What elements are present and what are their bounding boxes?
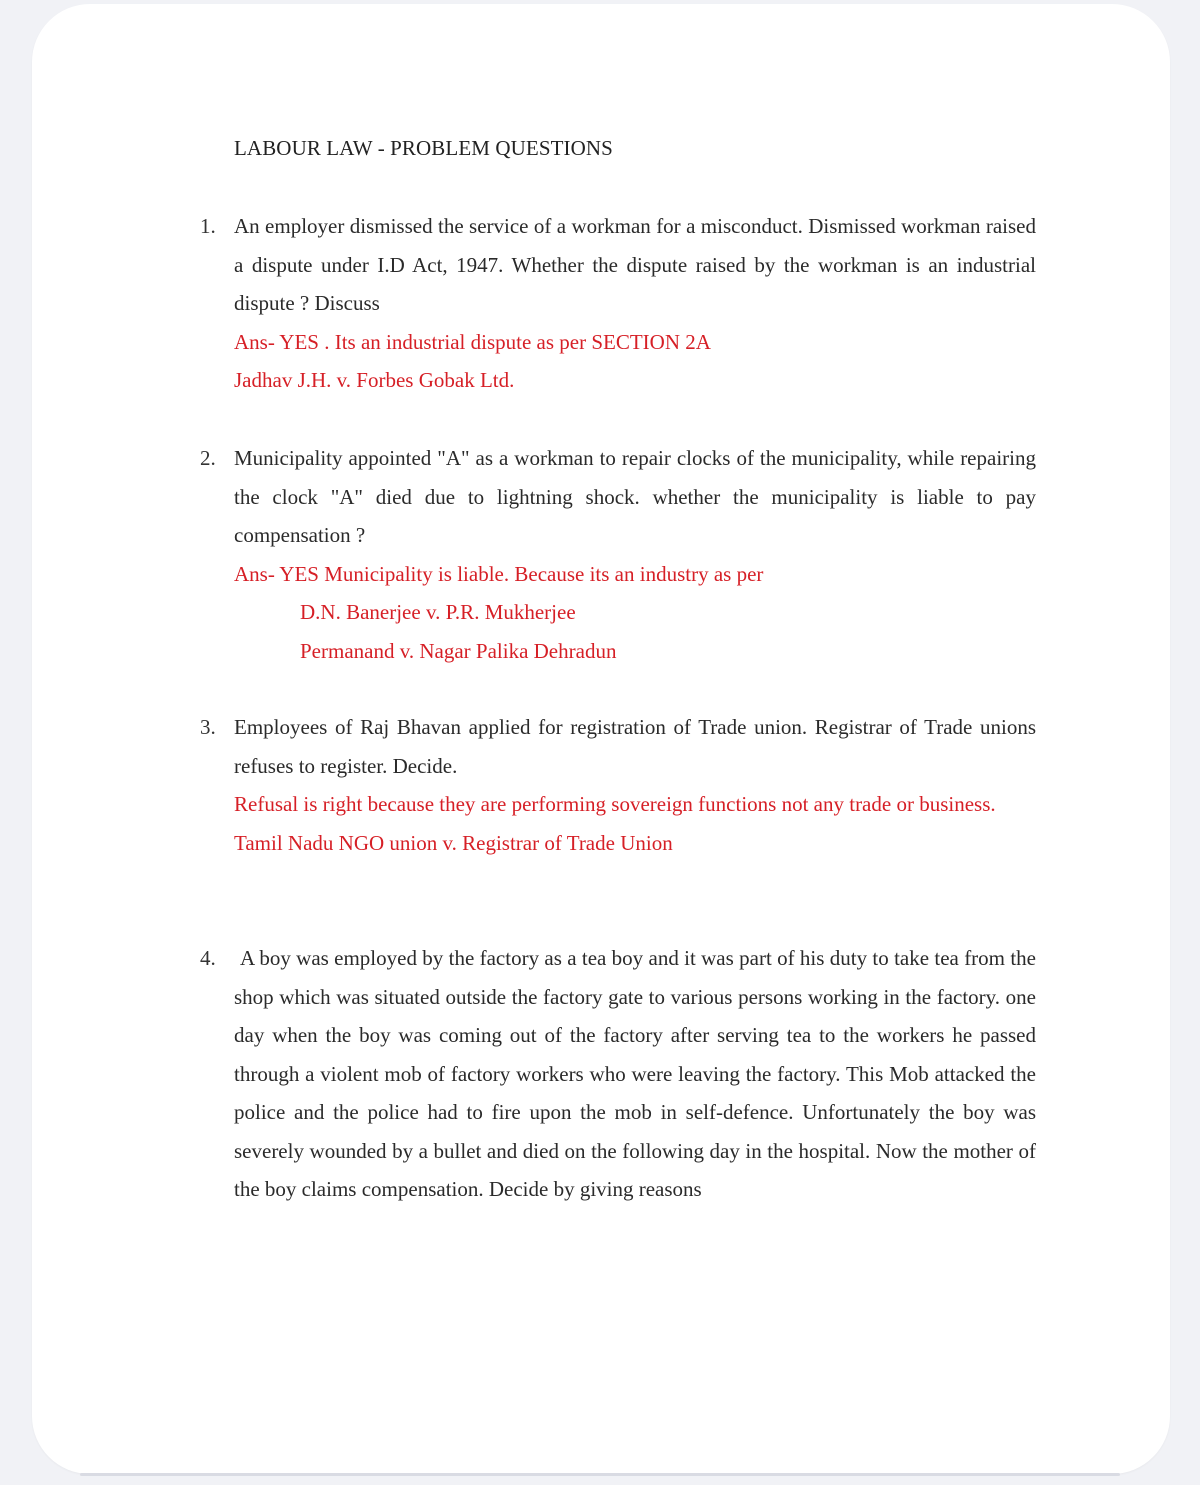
question-text: [234, 207, 1036, 400]
question-body: Employees of Raj Bhavan applied for registration of Trade union. Registrar of Trade unions refuses to register. Decide.: [234, 715, 1036, 778]
question-body: Municipality appointed "A" as a workman to repair clocks of the municipality, while repairing the clock "A" died due to lightning shock. whether the municipality is liable to pay compensation ?: [234, 446, 1036, 547]
answer-case: Permanand v. Nagar Palika Dehradun: [300, 638, 617, 663]
question-number: 2.: [200, 446, 216, 470]
question-text: A boy was employed by the factory as a tea boy and it was part of his duty to take tea from the shop which was situated outside the factory gate to various persons working in the factory. one day when the boy was coming out of the factory after serving tea to the workers he passed through a violent mob of factory workers who were leaving the factory. This Mob attacked the police and the police had to fire upon the mob in self-defence. Unfortunately the boy was severely wounded by a bullet and died on the following day in the hospital. Now the mother of the boy claims compensation. Decide by giving reasons: [234, 946, 1036, 1201]
answer: [234, 555, 1036, 671]
question-text: [234, 708, 1036, 862]
question-number: 1.: [200, 214, 216, 238]
answer-line: Ans- YES Municipality is liable. Because its an industry as per: [234, 561, 764, 586]
page-scroll-indicator: [80, 1473, 1120, 1476]
answer: [234, 785, 1036, 862]
answer-case: D.N. Banerjee v. P.R. Mukherjee: [300, 600, 576, 624]
answer: [234, 323, 1036, 400]
question-text: [234, 439, 1036, 670]
question-body: An employer dismissed the service of a workman for a misconduct. Dismissed workman raised a dispute under I.D Act, 1947. Whether the dispute raised by the workman is an industrial dispute ? Discuss: [234, 214, 1036, 315]
answer-paragraph: Refusal is right because they are performing sovereign functions not any trade or business.: [234, 792, 996, 816]
question-number: 3.: [200, 715, 216, 739]
answer-case: Jadhav J.H. v. Forbes Gobak Ltd.: [234, 368, 515, 392]
document-title: LABOUR LAW - PROBLEM QUESTIONS: [234, 136, 613, 160]
answer-line: Ans- YES . Its an industrial dispute as per SECTION 2A: [234, 329, 711, 354]
answer-case: Tamil Nadu NGO union v. Registrar of Trade Union: [234, 830, 673, 855]
question-number: 4.: [200, 946, 216, 970]
